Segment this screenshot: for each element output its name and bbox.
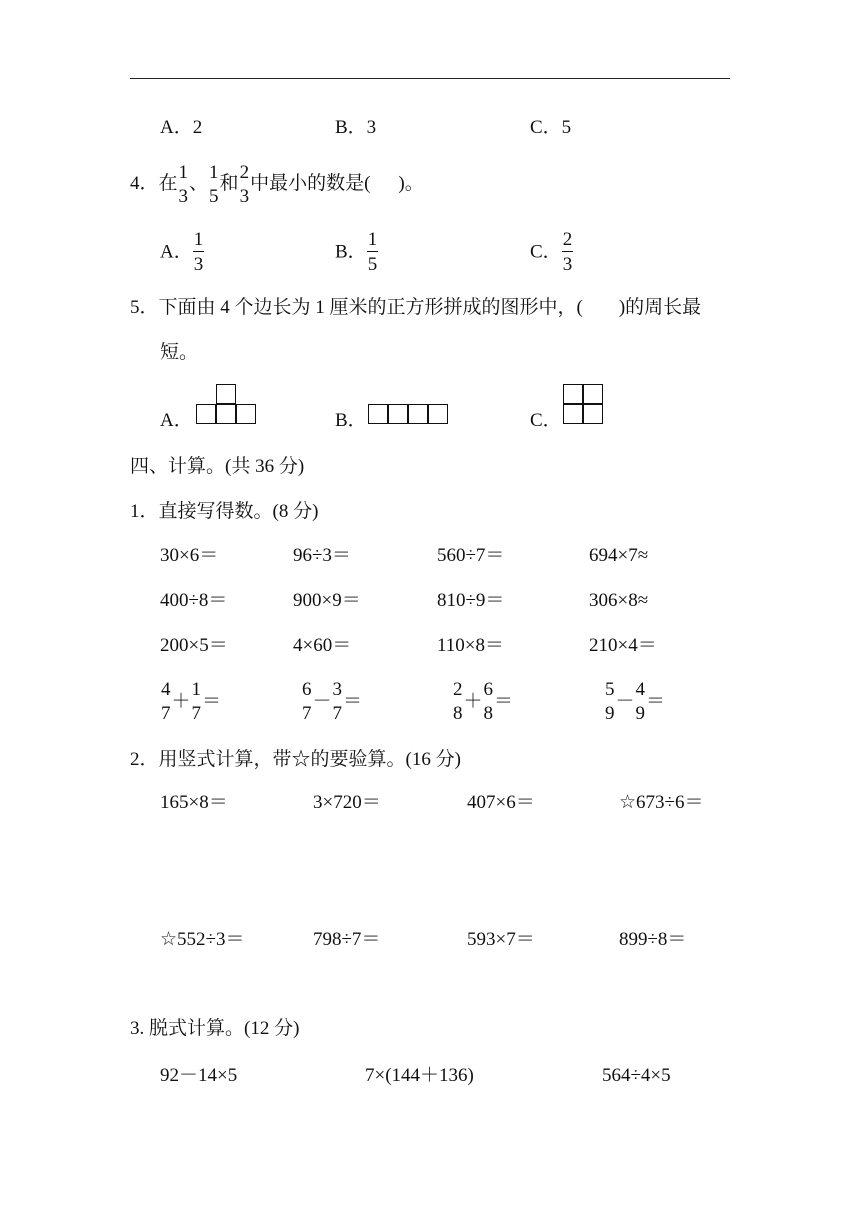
stepwise-calc-item: 7×(144＋136): [365, 1065, 474, 1086]
calc-item: 694×7≈: [589, 545, 649, 566]
fraction-calc-2: 6 7 － 3 7 ＝: [302, 679, 363, 724]
question-4: [130, 163, 424, 206]
calc-item: 400÷8＝: [160, 590, 228, 611]
q4-option-a: A． $\frac{1}{3}$: [160, 229, 204, 275]
q4-fraction-1: 1 3: [178, 162, 189, 207]
q4-text-after: 中最小的数是(: [250, 172, 371, 194]
q5-shape-b: [368, 404, 452, 426]
q4-text-before: 在: [158, 172, 178, 194]
calc-item: 200×5＝: [160, 635, 228, 656]
header-rule: [130, 78, 730, 79]
part-3-title: 3. 脱式计算。(12 分): [130, 1018, 300, 1039]
stepwise-calc-item: 564÷4×5: [602, 1065, 671, 1086]
vertical-calc-item: 798÷7＝: [313, 929, 381, 950]
q5-shape-a: [196, 384, 258, 427]
q3-option-c: C．5: [530, 117, 572, 138]
vertical-calc-item: 407×6＝: [467, 792, 535, 813]
q4-fraction-2: 1 5: [209, 162, 219, 207]
fraction-calc-4: 5 9 － 4 9 ＝: [605, 679, 666, 724]
q4-option-b: B． $\frac{1}{5}$: [335, 229, 378, 275]
calc-item: 560÷7＝: [437, 545, 505, 566]
calc-item: 210×4＝: [589, 635, 657, 656]
fraction-calc-1: 4 7 ＋ 1 7 ＝: [161, 679, 222, 724]
q5-shape-c: [563, 384, 606, 427]
q5-option-a: A．: [160, 410, 193, 431]
question-5-line-1: 5．下面由 4 个边长为 1 厘米的正方形拼成的图形中，( )的周长最: [130, 297, 702, 318]
q4-option-c: C． $\frac{2}{3}$: [530, 229, 573, 275]
calc-item: 96÷3＝: [293, 545, 351, 566]
calc-item: 810÷9＝: [437, 590, 505, 611]
vertical-calc-item: 165×8＝: [160, 792, 228, 813]
q3-option-a: A．2: [160, 117, 203, 138]
calc-item: 900×9＝: [293, 590, 361, 611]
vertical-calc-item: 3×720＝: [313, 792, 381, 813]
calc-item: 4×60＝: [293, 635, 352, 656]
part-2-title: 2．用竖式计算，带☆的要验算。(16 分): [130, 749, 461, 770]
q5-option-c: C．: [530, 410, 562, 431]
part-1-title: 1．直接写得数。(8 分): [130, 501, 319, 522]
vertical-calc-item: 899÷8＝: [619, 929, 687, 950]
calc-item: 306×8≈: [589, 590, 649, 611]
q4-text-end: )。: [398, 172, 424, 194]
calc-item: 110×8＝: [437, 635, 505, 656]
vertical-calc-item: ☆673÷6＝: [619, 792, 704, 813]
q5-option-b: B．: [335, 410, 367, 431]
q4-fraction-3: 2 3: [239, 162, 250, 207]
q4-sep-2: 和: [219, 172, 239, 194]
stepwise-calc-item: 92－14×5: [160, 1065, 238, 1086]
calc-item: 30×6＝: [160, 545, 219, 566]
q4-option-a-fraction: $\frac{1}{3}$: [193, 229, 204, 275]
fraction-calc-3: 2 8 ＋ 6 8 ＝: [453, 679, 514, 724]
q4-sep-1: 、: [189, 172, 209, 194]
section-4-title: 四、计算。(共 36 分): [130, 456, 305, 477]
vertical-calc-item: 593×7＝: [467, 929, 535, 950]
q4-number: 4．: [130, 172, 159, 194]
q4-option-b-fraction: $\frac{1}{5}$: [367, 229, 378, 275]
vertical-calc-item: ☆552÷3＝: [160, 929, 245, 950]
q4-option-c-fraction: $\frac{2}{3}$: [562, 229, 573, 275]
question-5-line-2: 短。: [160, 342, 199, 363]
q3-option-b: B．3: [335, 117, 377, 138]
